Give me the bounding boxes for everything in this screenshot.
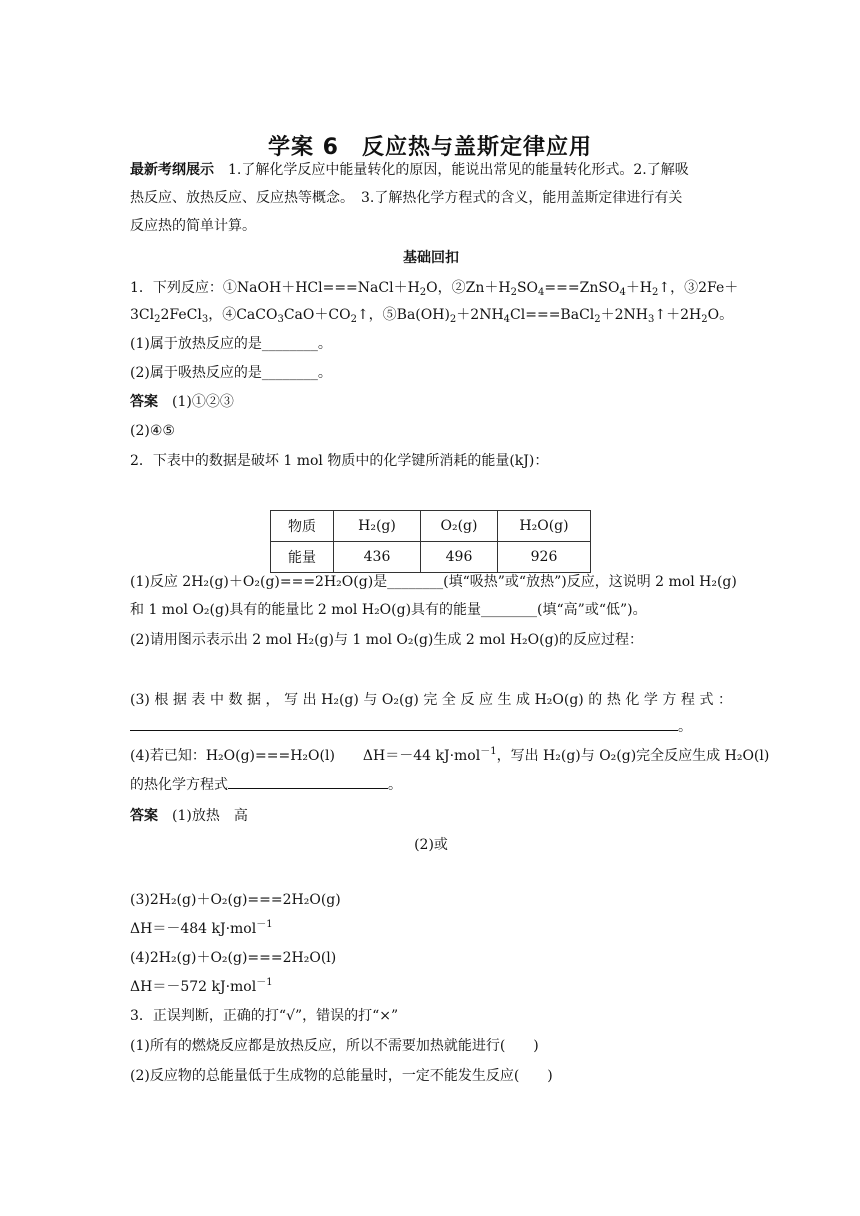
answer-blank[interactable] (130, 716, 678, 731)
q2-part1-line1: (1)反应 2H₂(g)＋O₂(g)===2H₂O(g)是________(填“吸热”或“放热”)反应，这说明 2 mol H₂(g) (130, 574, 737, 590)
q1-part1: (1)属于放热反应的是________。 (130, 336, 332, 352)
q2-answer3-dh: ΔH＝－484 kJ·mol$^{-1}$ (130, 919, 273, 937)
q2-part4-line2: 的热化学方程式 。 (130, 774, 732, 795)
table-cell: 496 (421, 542, 498, 573)
section-heading: 基础回扣 (403, 250, 459, 266)
table-row (271, 542, 591, 573)
q2-part3: (3)根据表中数据，写出H₂(g)与O₂(g)完全反应生成H₂O(g)的热化学方程式： (130, 692, 732, 708)
table-header-cell: O₂(g) (421, 511, 498, 542)
q2-answer3: (3)2H₂(g)＋O₂(g)===2H₂O(g) (130, 892, 341, 908)
q3-part2: (2)反应物的总能量低于生成物的总能量时，一定不能发生反应( ) (130, 1068, 553, 1084)
table-header-cell: 物质 (271, 511, 334, 542)
table-header-cell: H₂O(g) (498, 511, 591, 542)
q1-answer2: (2)④⑤ (130, 423, 175, 439)
answer-blank[interactable] (228, 774, 388, 789)
q2-part2: (2)请用图示表示出 2 mol H₂(g)与 1 mol O₂(g)生成 2 mol H₂O(g)的反应过程： (130, 632, 644, 648)
q2-answer4-dh: ΔH＝－572 kJ·mol$^{-1}$ (130, 977, 273, 995)
table-cell: 926 (498, 542, 591, 573)
bond-energy-table (270, 510, 591, 573)
q2-part1-line2: 和 1 mol O₂(g)具有的能量比 2 mol H₂O(g)具有的能量________(填“高”或“低”)。 (130, 602, 647, 618)
answer-label: 答案 (130, 808, 158, 824)
q3-part1: (1)所有的燃烧反应都是放热反应，所以不需要加热就能进行( ) (130, 1038, 539, 1054)
q1-answer: 答案 (1)①②③ (130, 394, 234, 410)
q2-part3-answer-line: 。 (130, 716, 732, 737)
table-cell: 436 (334, 542, 421, 573)
table-header-cell: H₂(g) (334, 511, 421, 542)
page-title: 学案 6 反应热与盖斯定律应用 (268, 135, 592, 160)
q2-stem: 2．下表中的数据是破坏 1 mol 物质中的化学键所消耗的能量(kJ)： (130, 453, 549, 469)
q3-stem: 3．正误判断，正确的打“√”，错误的打“×” (130, 1008, 399, 1024)
exam-outline-label: 最新考纲展示 (130, 162, 214, 178)
answer-label: 答案 (130, 394, 158, 410)
q1-part2: (2)属于吸热反应的是________。 (130, 365, 332, 381)
q2-answer4: (4)2H₂(g)＋O₂(g)===2H₂O(l) (130, 950, 337, 966)
table-row (271, 511, 591, 542)
table-cell: 能量 (271, 542, 334, 573)
exam-outline-line2: 热反应、放热反应、反应热等概念。 3.了解热化学方程式的含义，能用盖斯定律进行有关 (130, 190, 683, 206)
q1-stem-line1: 1．下列反应：$①NaOH+HCl===NaCl+H_2O$，$②Zn+H_2SO_4===ZnSO_4+H_2↑$，③2Fe＋ (130, 280, 739, 298)
exam-outline-line3: 反应热的简单计算。 (130, 218, 256, 234)
exam-outline-line1: 最新考纲展示 1.了解化学反应中能量转化的原因，能说出常见的能量转化形式。2.了解吸 (130, 162, 689, 178)
q1-stem-line2: $3Cl_22FeCl_3$，$④CaCO_3CaO+CO_2↑$，$⑤Ba(OH)_2+2NH_4Cl===BaCl_2+2NH_3↑+2H_2O$。 (130, 307, 734, 325)
q2-part4-line1: (4)若已知：H₂O(g)===H₂O(l) ΔH＝－44 kJ·mol$^{-1}$，写出 H₂(g)与 O₂(g)完全反应生成 H₂O(l) (130, 746, 770, 764)
q2-answer: 答案 (1)放热 高 (130, 808, 248, 824)
q2-answer2: (2)或 (414, 837, 448, 853)
